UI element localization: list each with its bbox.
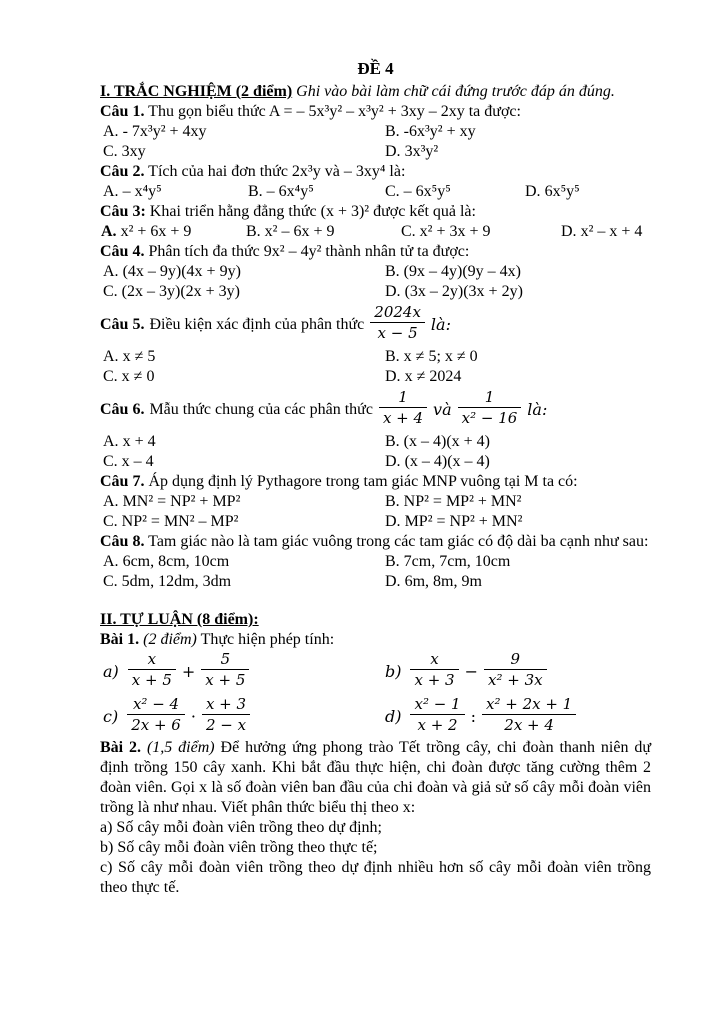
option-q5-c: C. x ≠ 0 (103, 368, 155, 385)
question-7-options (100, 492, 651, 532)
question-1 (100, 102, 651, 122)
option-q5-a: A. x ≠ 5 (103, 348, 156, 365)
fraction: $\frac{1}{\text{x² − 16}}$ (458, 388, 522, 427)
problem-2-points: (1,5 điểm) (146, 739, 215, 756)
option-q3-d: D. x² – x + 4 (561, 223, 643, 240)
question-4 (100, 242, 651, 262)
option-q3-c: C. x² + 3x + 9 (401, 223, 491, 240)
option-q7-d: D. MP² = NP² + MN² (385, 513, 523, 530)
question-6-connector: và (433, 399, 452, 419)
question-7 (100, 472, 651, 492)
option-q2-b: B. – 6x⁴y⁵ (248, 183, 314, 200)
fraction: $\frac{9}{\text{x² + 3x}}$ (484, 650, 547, 689)
option-q6-d: D. (x – 4)(x – 4) (385, 453, 490, 470)
section-2-heading-label: II. TỰ LUẬN (8 điểm): (100, 611, 259, 628)
question-2-options (100, 182, 651, 202)
question-6 (100, 387, 651, 432)
option-q5-b: B. x ≠ 5; x ≠ 0 (385, 348, 478, 365)
fraction: $\frac{\text{x² − 1}}{x + 2}$ (410, 695, 464, 734)
section-1-heading (100, 82, 651, 102)
fraction: $\frac{x}{x + 3}$ (410, 650, 458, 689)
question-6-tail: là: (527, 399, 548, 419)
question-5-tail: là: (430, 314, 451, 334)
question-4-text: Phân tích đa thức 9x² – 4y² thành nhân tử ta được: (148, 243, 470, 260)
question-2 (100, 162, 651, 182)
fraction: $\frac{\text{x² − 4}}{2x + 6}$ (127, 695, 185, 734)
option-q3-b: B. x² – 6x + 9 (246, 223, 335, 240)
section-2-heading (100, 610, 651, 630)
section-1-heading-label: I. TRẮC NGHIỆM (2 điểm) (100, 83, 293, 100)
problem-1-item-b: b) $\frac{x}{x + 3}$ − $\frac{9}{\text{x² + 3x}}$ (385, 650, 651, 693)
question-8 (100, 532, 651, 552)
option-q7-c: C. NP² = MN² – MP² (103, 513, 239, 530)
question-2-label: Câu 2. (100, 163, 145, 180)
question-1-options (100, 122, 651, 162)
question-5-options (100, 347, 651, 387)
option-q4-c: C. (2x – 3y)(2x + 3y) (103, 283, 241, 300)
option-q1-b: B. -6x³y² + xy (385, 123, 476, 140)
option-q1-a: A. - 7x³y² + 4xy (103, 123, 207, 140)
option-q8-a: A. 6cm, 8cm, 10cm (103, 553, 230, 570)
option-q7-a: A. MN² = NP² + MP² (103, 493, 241, 510)
problem-1-item-d: d) $\frac{\text{x² − 1}}{x + 2}$ : $\frac{\text{x² + 2x + 1}}{2x + 4}$ (385, 695, 651, 738)
option-q4-d: D. (3x – 2y)(3x + 2y) (385, 283, 523, 300)
question-3-label: Câu 3: (100, 203, 146, 220)
problem-2 (100, 738, 651, 818)
option-q7-b: B. NP² = MP² + MN² (385, 493, 522, 510)
question-6-options (100, 432, 651, 472)
option-q8-d: D. 6m, 8m, 9m (385, 573, 482, 590)
question-7-text: Áp dụng định lý Pythagore trong tam giác MNP vuông tại M ta có: (148, 473, 578, 490)
fraction: $\frac{\text{x² + 2x + 1}}{2x + 4}$ (482, 695, 576, 734)
question-6-label: Câu 6. (100, 400, 145, 418)
option-q5-d: D. x ≠ 2024 (385, 368, 462, 385)
option-q1-d: D. 3x³y² (385, 143, 439, 160)
question-5-label: Câu 5. (100, 315, 145, 333)
question-4-options (100, 262, 651, 302)
problem-2-item-b: b) Số cây mỗi đoàn viên trồng theo thực tế; (100, 839, 378, 856)
problem-1-label: Bài 1. (100, 631, 140, 648)
fraction: $\frac{x + 3}{2 - x}$ (202, 695, 250, 734)
option-q3-a: A. x² + 6x + 9 (101, 223, 192, 240)
question-1-text: Thu gọn biểu thức A = – 5x³y² – x³y² + 3xy – 2xy ta được: (148, 103, 521, 120)
question-8-text: Tam giác nào là tam giác vuông trong các tam giác có độ dài ba cạnh như sau: (148, 533, 649, 550)
option-q8-c: C. 5dm, 12dm, 3dm (103, 573, 232, 590)
question-1-label: Câu 1. (100, 103, 145, 120)
problem-1-item-a: a) $\frac{x}{x + 5}$ + $\frac{5}{x + 5}$ (103, 650, 385, 693)
option-q6-b: B. (x – 4)(x + 4) (385, 433, 491, 450)
exam-title: ĐỀ 4 (357, 59, 394, 78)
fraction: $\frac{x}{x + 5}$ (128, 650, 176, 689)
question-6-text: Mẫu thức chung của các phân thức (149, 400, 373, 418)
problem-1-text: Thực hiện phép tính: (200, 631, 335, 648)
option-q1-c: C. 3xy (103, 143, 146, 160)
problem-2-text: Để hưởng ứng phong trào Tết trồng cây, chi đoàn thanh niên dự định trồng 150 cây xanh. Khi bắt đầu thực hiện, chi đoàn được tăng cường thêm 2 đoàn viên. Gọi x là số đoàn viên ban đầu của chi đoàn và giả sử số cây mỗi đoàn viên trồng là như nhau. Viết phân thức biểu thị theo x: (100, 739, 652, 816)
question-5 (100, 302, 651, 347)
section-1-heading-note: Ghi vào bài làm chữ cái đứng trước đáp án đúng. (296, 83, 615, 100)
option-q2-c: C. – 6x⁵y⁵ (385, 183, 451, 200)
fraction: $\frac{2024x}{x - 5}$ (370, 303, 425, 342)
question-3-options (100, 222, 651, 242)
problem-2-item-c: c) Số cây mỗi đoàn viên trồng theo dự định nhiều hơn số cây mỗi đoàn viên trồng theo thực tế. (100, 859, 651, 896)
question-8-label: Câu 8. (100, 533, 145, 550)
question-3-text: Khai triển hằng đẳng thức (x + 3)² được kết quả là: (149, 203, 476, 220)
problem-1-item-c: c) $\frac{\text{x² − 4}}{2x + 6}$ · $\frac{x + 3}{2 - x}$ (103, 695, 385, 738)
problem-2-label: Bài 2. (100, 739, 142, 756)
operator: − (464, 661, 478, 681)
problem-1-points: (2 điểm) (143, 631, 197, 648)
fraction: $\frac{5}{x + 5}$ (201, 650, 249, 689)
option-q6-c: C. x – 4 (103, 453, 154, 470)
question-7-label: Câu 7. (100, 473, 145, 490)
question-8-options (100, 552, 651, 592)
problem-1 (100, 630, 651, 650)
fraction: $\frac{1}{x + 4}$ (379, 388, 427, 427)
operator: · (190, 706, 196, 726)
option-q2-d: D. 6x⁵y⁵ (525, 183, 580, 200)
question-5-text: Điều kiện xác định của phân thức (149, 315, 365, 333)
question-2-text: Tích của hai đơn thức 2x³y và – 3xy⁴ là: (148, 163, 406, 180)
operator: : (470, 706, 476, 726)
question-3 (100, 202, 651, 222)
option-q2-a: A. – x⁴y⁵ (103, 183, 162, 200)
option-q4-b: B. (9x – 4y)(9y – 4x) (385, 263, 521, 280)
question-4-label: Câu 4. (100, 243, 145, 260)
problem-1-items (100, 650, 651, 738)
operator: + (181, 661, 196, 681)
option-q6-a: A. x + 4 (103, 433, 156, 450)
option-q8-b: B. 7cm, 7cm, 10cm (385, 553, 511, 570)
option-q4-a: A. (4x – 9y)(4x + 9y) (103, 263, 241, 280)
problem-2-item-a: a) Số cây mỗi đoàn viên trồng theo dự định; (100, 819, 382, 836)
